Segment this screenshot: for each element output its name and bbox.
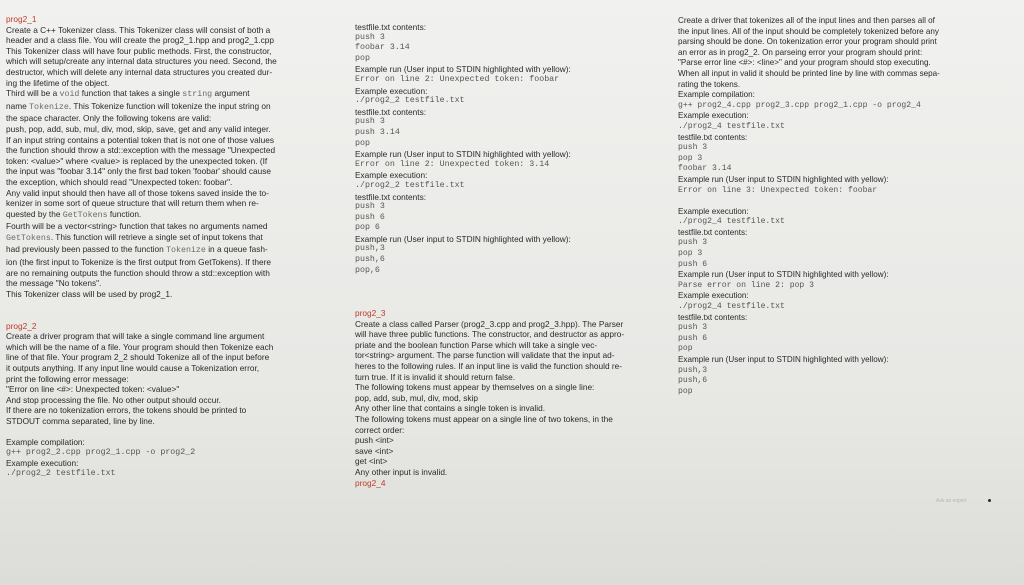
text-line: Example run (User input to STDIN highlighted with yellow): xyxy=(678,270,889,280)
text-line: And stop processing the file. No other output should occur. xyxy=(6,394,221,405)
code-inline: string xyxy=(182,90,213,100)
watermark: Ask an expert xyxy=(936,498,967,504)
text-run: Third will be a xyxy=(6,88,60,99)
text-line: get <int> xyxy=(355,456,388,467)
code-line: ./prog2_4 testfile.txt xyxy=(678,121,785,131)
text-line: Example execution: xyxy=(678,291,749,301)
text-line: parsing should be done. On tokenization error your program should print xyxy=(678,37,937,47)
text-line: token: <value>" where <value> is replaced by the unexpected token. (If xyxy=(6,155,268,166)
text-line: the exception, which should read "Unexpected token: foobar". xyxy=(6,176,233,187)
text-line xyxy=(678,196,1018,207)
example-execution-label: Example execution: xyxy=(6,458,79,469)
heading-prog2-4: prog2_4 xyxy=(355,477,386,488)
text-run: in a queue fash- xyxy=(205,244,268,255)
text-line: Any other line that contains a single token is invalid. xyxy=(355,403,546,414)
code-inline: GetTokens xyxy=(6,233,51,243)
text-line: rating the tokens. xyxy=(678,79,741,89)
text-line: testfile.txt contents: xyxy=(355,191,427,202)
code-line: push 3 xyxy=(355,202,385,212)
text-line: testfile.txt contents: xyxy=(355,106,427,117)
text-line: Example execution: xyxy=(678,111,749,121)
prog2-4-description xyxy=(678,16,1018,397)
text-line: Example run (User input to STDIN highlighted with yellow): xyxy=(355,149,571,160)
code-line: Parse error on line 2: pop 3 xyxy=(678,280,814,290)
code-line: push 3 xyxy=(678,143,708,153)
text-line: testfile.txt contents: xyxy=(355,22,427,32)
text-line: ion (the first input to Tokenize is the first output from GetTokens). If there xyxy=(6,257,272,268)
code-line: push,3 xyxy=(355,244,385,254)
text-run: . This Tokenize function will tokenize the input string on xyxy=(68,100,271,111)
code-line: push 3 xyxy=(355,117,385,127)
text-line: Example execution: xyxy=(678,206,749,216)
text-line: Create a driver program that will take a single command line argument xyxy=(6,331,265,342)
code-line: ./prog2_2 testfile.txt xyxy=(355,96,465,106)
text-line: the input was "foobar 3.14" only the first bad token 'foobar' should cause xyxy=(6,166,272,177)
text-line: This Tokenizer class will be used by prog2_1. xyxy=(6,288,173,299)
text-line: which will setup/create any internal data structures you need. Second, the xyxy=(6,56,277,67)
code-line: push 3 xyxy=(355,32,385,42)
text-line: Any other input is invalid. xyxy=(355,466,448,477)
text-line xyxy=(6,209,332,222)
heading-prog2-3: prog2_3 xyxy=(355,308,386,319)
text-line: Example execution: xyxy=(355,170,428,181)
code-inline: GetTokens xyxy=(62,210,108,220)
execution-command: ./prog2_2 testfile.txt xyxy=(6,468,116,478)
compile-command: g++ prog2_2.cpp prog2_1.cpp -o prog2_2 xyxy=(6,447,196,457)
text-line: Example run (User input to STDIN highlighted with yellow): xyxy=(678,355,889,364)
code-line: pop xyxy=(678,386,693,396)
code-line: Error on line 3: Unexpected token: foobar xyxy=(678,185,878,195)
text-line: save <int> xyxy=(355,445,394,456)
text-line: are no remaining outputs the function should throw a std::exception with xyxy=(6,267,270,278)
text-line: the input lines. All of the input should be completely tokenized before any xyxy=(678,26,939,36)
text-line: Example execution: xyxy=(355,85,428,96)
text-line: This Tokenizer class will have four public methods. First, the constructor, xyxy=(6,45,272,56)
text-run: quested by the xyxy=(6,208,63,219)
code-line: pop 3 xyxy=(678,153,703,163)
text-line: Example run (User input to STDIN highlighted with yellow): xyxy=(678,174,889,184)
text-line: header and a class file. You will create the prog2_1.hpp and prog2_1.cpp xyxy=(6,35,274,46)
text-line: the function should throw a std::exception with the message "Unexpected xyxy=(6,145,276,156)
text-line: Create a C++ Tokenizer class. This Tokenizer class will consist of both a xyxy=(6,24,271,35)
code-inline: Tokenize xyxy=(29,102,69,112)
code-line: Error on line 2: Unexpected token: foobar xyxy=(355,74,560,84)
text-line: correct order: xyxy=(355,424,405,435)
code-line: ./prog2_4 testfile.txt xyxy=(678,217,785,227)
text-line: print the following error message: xyxy=(6,373,129,384)
text-line: When all input in valid it should be printed line by line with commas sepa- xyxy=(678,68,940,78)
text-line: priate and the boolean function Parse which will take a single vec- xyxy=(355,339,598,350)
text-line xyxy=(6,244,332,257)
text-line: Create a driver that tokenizes all of the input lines and then parses all of xyxy=(678,16,935,25)
text-line xyxy=(6,232,332,245)
text-line xyxy=(6,101,332,114)
text-line: tor<string> argument. The parse function will validate that the input ad- xyxy=(355,350,615,361)
text-line: The following tokens must appear by themselves on a single line: xyxy=(355,382,595,393)
text-line: Fourth will be a vector<string> function that takes no arguments named xyxy=(6,221,268,232)
column-examples-and-prog2-3 xyxy=(355,22,655,488)
text-run: had previously been passed to the function xyxy=(6,244,167,255)
text-line: "Error on line <#>: Unexpected token: <value>" xyxy=(6,384,180,395)
text-run: function. xyxy=(107,208,142,219)
code-line: push,6 xyxy=(355,255,385,265)
text-line: If an input string contains a potential token that is not one of those values xyxy=(6,134,274,145)
text-line: If there are no tokenization errors, the tokens should be printed to xyxy=(6,405,247,416)
text-line: ing the lifetime of the object. xyxy=(6,77,110,88)
text-line xyxy=(6,88,332,101)
text-line: testfile.txt contents: xyxy=(678,227,748,237)
column-prog2-4 xyxy=(678,16,1018,397)
text-line: line of that file. Your program 2_2 should Tokenize all of the input before xyxy=(6,352,270,363)
code-line: push 3 xyxy=(678,238,708,248)
text-run: name xyxy=(6,100,30,111)
text-line: will have three public functions. The constructor, and destructor as appro- xyxy=(355,329,625,340)
code-line: push 6 xyxy=(678,333,708,343)
heading-prog2-1: prog2_1 xyxy=(6,14,37,24)
code-inline: Tokenize xyxy=(166,246,206,256)
text-line: which will be the name of a file. Your program should then Tokenize each xyxy=(6,341,274,352)
text-line: Any valid input should then have all of those tokens saved inside the to- xyxy=(6,187,269,198)
text-line: an error as in prog2_2. On parseing error your program should print: xyxy=(678,47,923,57)
text-line: Example run (User input to STDIN highlighted with yellow): xyxy=(355,64,571,75)
code-line: foobar 3.14 xyxy=(355,43,410,53)
text-line: Create a class called Parser (prog2_3.cpp and prog2_3.hpp). The Parser xyxy=(355,318,624,329)
text-line: testfile.txt contents: xyxy=(678,312,748,322)
dot-mark xyxy=(988,499,991,502)
text-line: Example run (User input to STDIN highlighted with yellow): xyxy=(355,233,571,244)
code-line: push 3 xyxy=(678,323,708,333)
column-prog2-1-and-2 xyxy=(6,14,332,480)
text-line: it outputs anything. If any input line would cause a Tokenization error, xyxy=(6,363,260,373)
code-line: pop xyxy=(355,53,370,63)
code-line: foobar 3.14 xyxy=(678,164,732,174)
code-line: push,3 xyxy=(678,365,708,375)
text-run: function that takes a single xyxy=(79,88,183,99)
example-compilation-label: Example compilation: xyxy=(6,437,85,448)
text-line: The following tokens must appear on a single line of two tokens, in the xyxy=(355,413,613,424)
text-line: push, pop, add, sub, mul, div, mod, skip, save, get and any valid integer. xyxy=(6,123,271,134)
text-line: STDOUT comma separated, line by line. xyxy=(6,415,155,426)
code-line: push 3.14 xyxy=(355,127,400,137)
text-line: Example compilation: xyxy=(678,90,755,100)
code-line: ./prog2_2 testfile.txt xyxy=(355,180,465,190)
text-line: pop, add, sub, mul, div, mod, skip xyxy=(355,392,478,403)
text-run: argument xyxy=(212,88,250,99)
heading-prog2-2: prog2_2 xyxy=(6,320,37,331)
code-line: push 6 xyxy=(678,259,708,269)
code-line: push 6 xyxy=(355,212,385,222)
text-line: kenizer in some sort of queue structure that will return them when re- xyxy=(6,198,259,209)
text-line: heres to the following rules. If an input line is valid the function should re- xyxy=(355,361,623,371)
code-line: g++ prog2_4.cpp prog2_3.cpp prog2_1.cpp -o prog2_4 xyxy=(678,100,921,110)
text-line: the space character. Only the following tokens are valid: xyxy=(6,113,212,124)
code-line: Error on line 2: Unexpected token: 3.14 xyxy=(355,159,550,169)
code-inline: void xyxy=(59,90,80,100)
text-line: turn true. If it is invalid it should return false. xyxy=(355,371,516,382)
code-line: pop xyxy=(355,138,370,148)
text-run: . This function will retrieve a single set of input tokens that xyxy=(50,231,263,242)
code-line: pop xyxy=(678,344,693,354)
text-line: testfile.txt contents: xyxy=(678,132,748,142)
code-line: ./prog2_4 testfile.txt xyxy=(678,302,785,312)
text-line: push <int> xyxy=(355,435,394,446)
prog2-3-description xyxy=(355,319,655,478)
prog2-2-examples xyxy=(355,22,655,276)
code-line: pop 6 xyxy=(355,223,380,233)
code-line: pop,6 xyxy=(355,265,380,275)
text-line: destructor, which will delete any internal data structures you created dur- xyxy=(6,66,273,77)
code-line: push,6 xyxy=(678,376,708,386)
text-line: the message "No tokens". xyxy=(6,278,102,289)
code-line: pop 3 xyxy=(678,249,703,259)
text-line: "Parse error line <#>: <line>" and your program should stop executing. xyxy=(678,58,931,68)
